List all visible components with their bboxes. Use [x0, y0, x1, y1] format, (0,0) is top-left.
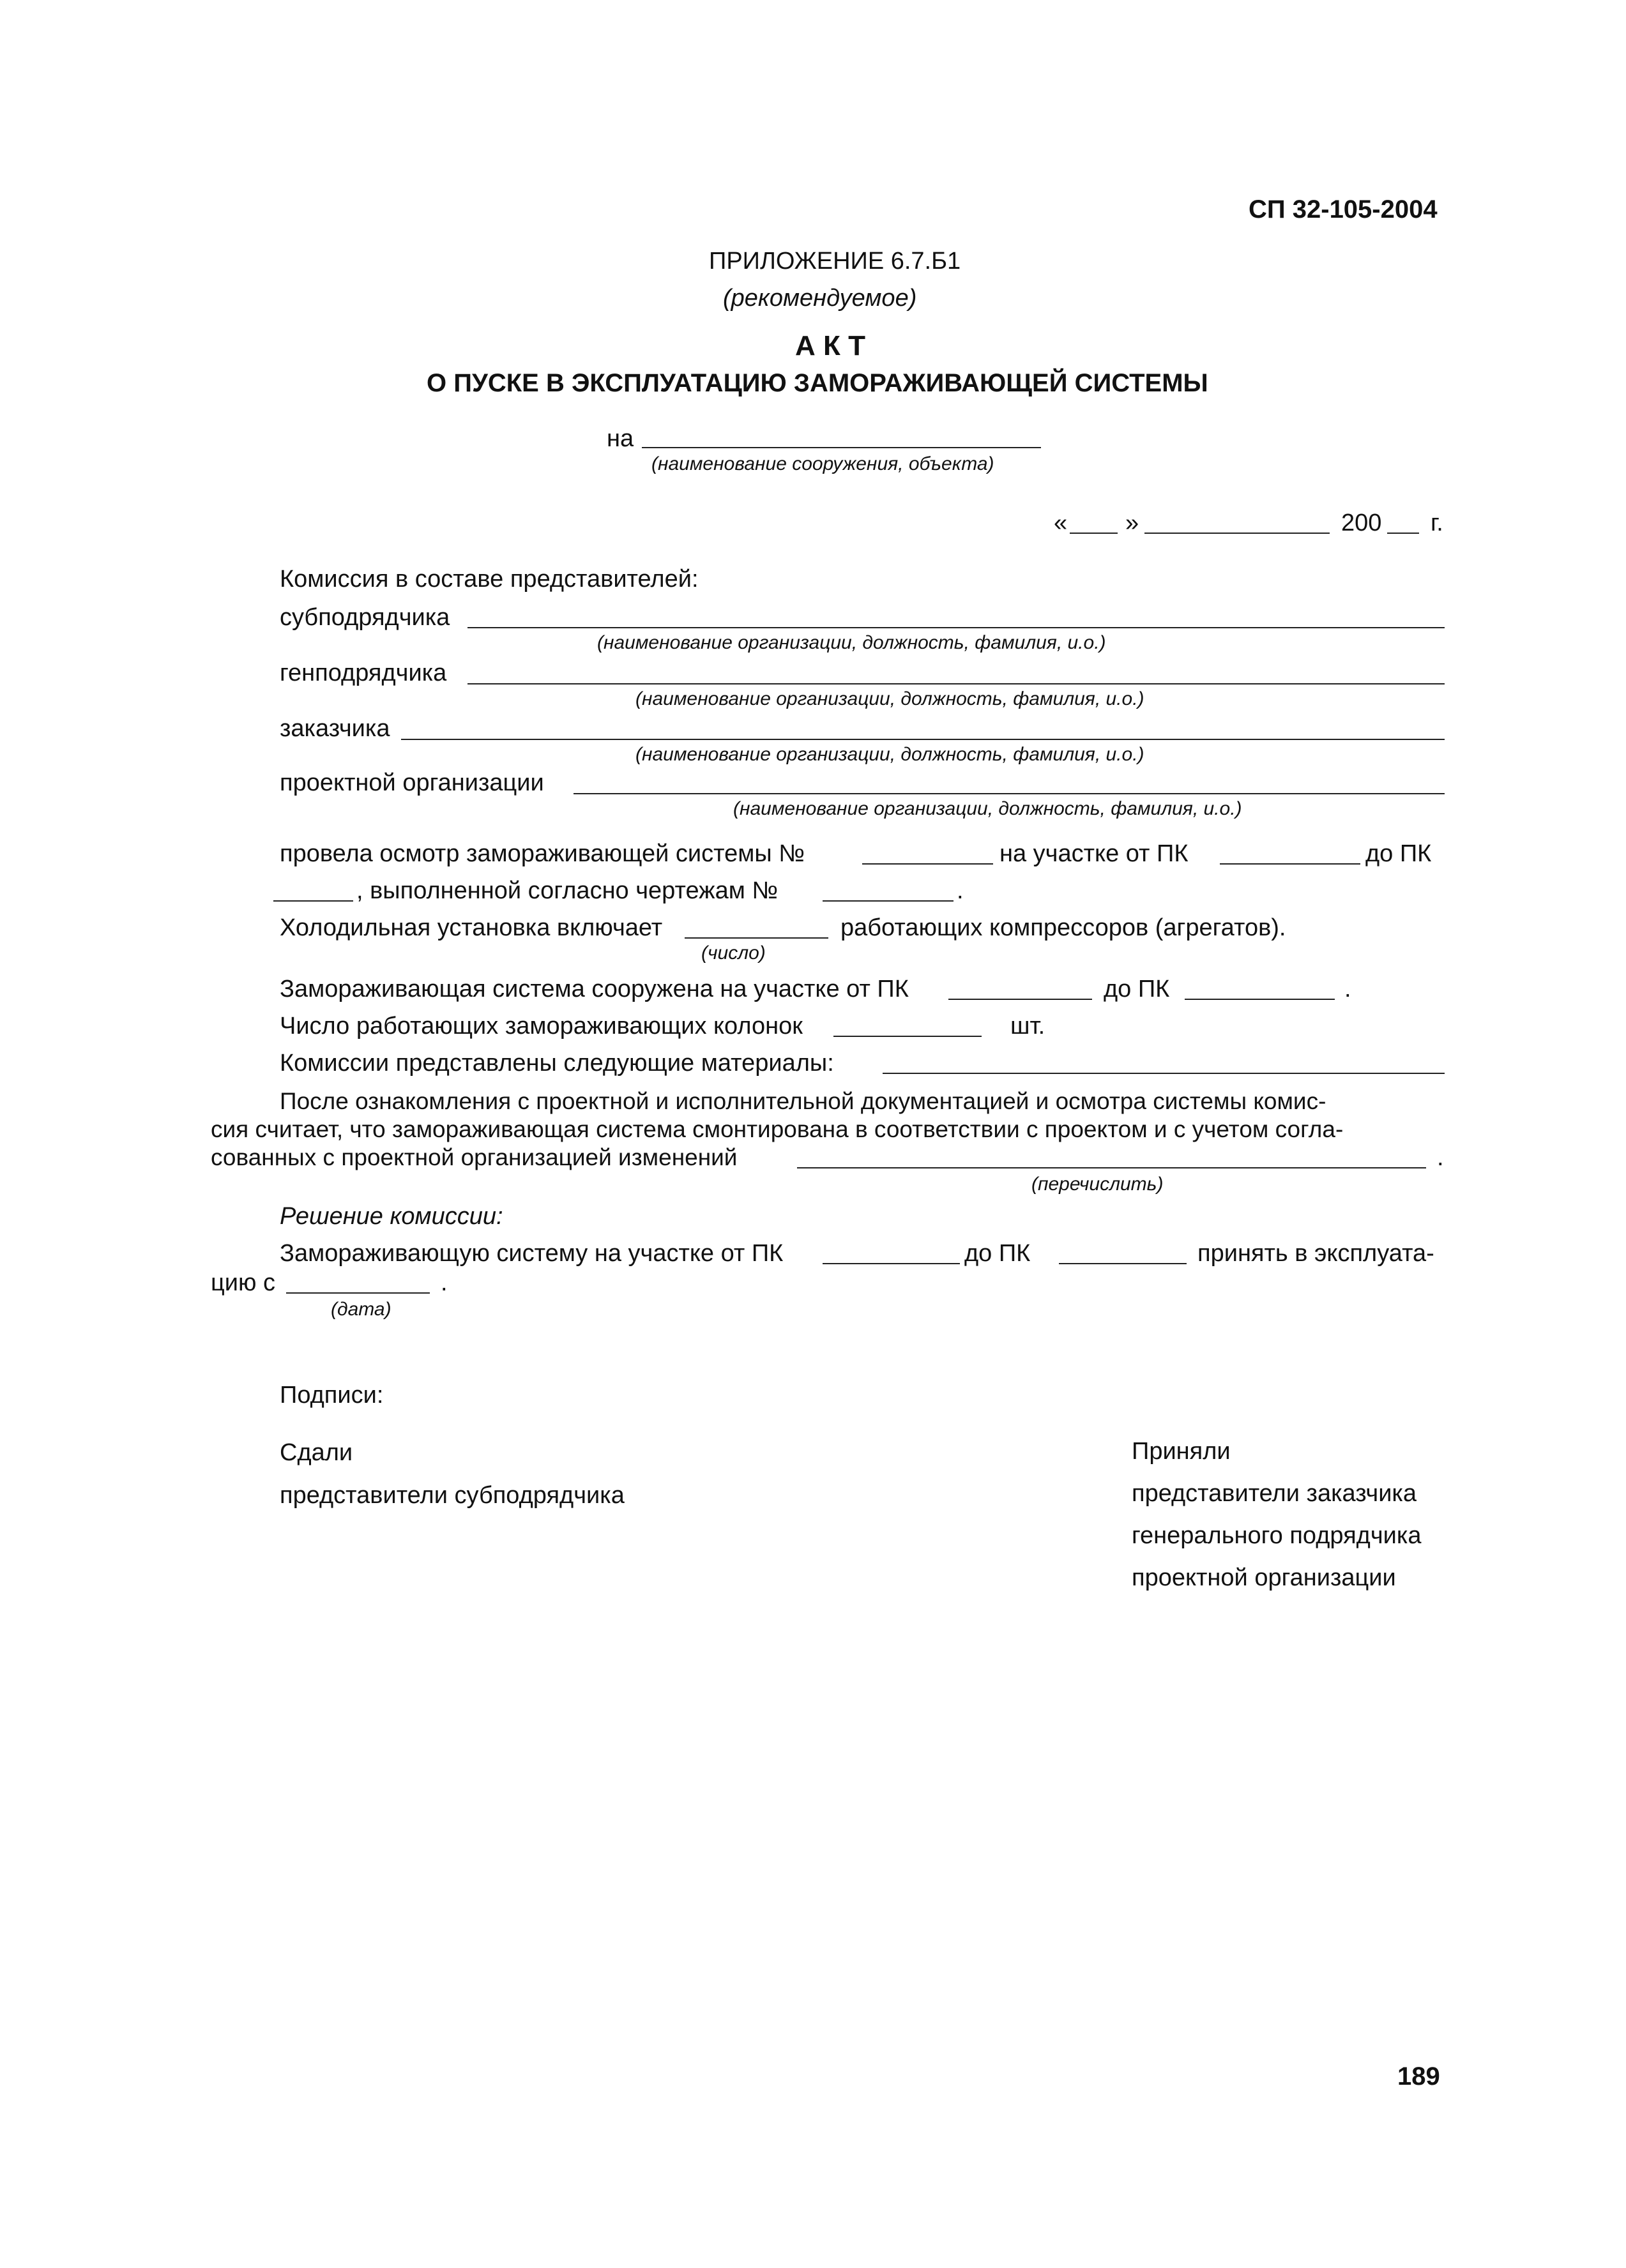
commission-intro: Комиссия в составе представителей:	[280, 566, 699, 593]
date-day-field[interactable]	[1070, 533, 1118, 534]
system-number-field[interactable]	[862, 863, 993, 865]
built-pk-from-field[interactable]	[948, 999, 1092, 1000]
subcontractor-field[interactable]	[467, 627, 1445, 628]
date-month-field[interactable]	[1144, 533, 1330, 534]
member-label-customer: заказчика	[280, 715, 390, 742]
date-open-quote: «	[1054, 510, 1068, 536]
act-title: А К Т	[795, 330, 865, 361]
member-hint-subcontractor: (наименование организации, должность, фамилия, и.о.)	[597, 632, 1106, 653]
decision-line-1: Замораживающую систему на участке от ПК	[280, 1240, 784, 1267]
member-hint-general-contractor: (наименование организации, должность, фамилия, и.о.)	[635, 688, 1144, 709]
decision-heading: Решение комиссии:	[280, 1203, 503, 1230]
conclusion-line-3: сованных с проектной организацией изменений	[211, 1144, 738, 1170]
signatures-heading: Подписи:	[280, 1382, 384, 1409]
member-hint-design-org: (наименование организации, должность, фамилия, и.о.)	[733, 798, 1242, 819]
recommended-label: (рекомендуемое)	[723, 285, 917, 312]
number-hint: (число)	[701, 942, 766, 964]
date-year-prefix: 200	[1341, 510, 1382, 536]
object-name-field[interactable]	[642, 447, 1041, 448]
page-number: 189	[1397, 2062, 1440, 2090]
columns-text-2: шт.	[1010, 1013, 1045, 1040]
list-hint: (перечислить)	[1031, 1174, 1164, 1195]
refrigeration-text-1: Холодильная установка включает	[280, 914, 663, 941]
materials-text: Комиссии представлены следующие материалы:	[280, 1050, 834, 1077]
date-year-suffix: г.	[1431, 510, 1443, 536]
decision-line-4: цию с	[211, 1269, 276, 1296]
built-pk-to-field[interactable]	[1185, 999, 1335, 1000]
decision-pk-from-field[interactable]	[823, 1263, 960, 1264]
compressor-count-field[interactable]	[685, 937, 828, 939]
document-code: СП 32-105-2004	[1249, 195, 1438, 223]
conclusion-line-2: сия считает, что замораживающая система смонтирована в соответствии с проектом и с учетом согла-	[211, 1116, 1344, 1142]
built-text-1: Замораживающая система сооружена на участке от ПК	[280, 976, 909, 1002]
design-org-field[interactable]	[574, 793, 1445, 794]
pk-to-field[interactable]	[273, 900, 353, 902]
member-label-general-contractor: генподрядчика	[280, 660, 447, 686]
member-hint-customer: (наименование организации, должность, фамилия, и.о.)	[635, 744, 1144, 765]
appendix-label: ПРИЛОЖЕНИЕ 6.7.Б1	[709, 248, 961, 275]
materials-field[interactable]	[883, 1073, 1445, 1074]
built-text-2: до ПК	[1104, 976, 1170, 1002]
decision-date-field[interactable]	[286, 1292, 430, 1294]
refrigeration-text-2: работающих компрессоров (агрегатов).	[840, 914, 1286, 941]
conclusion-end: .	[1437, 1144, 1444, 1171]
inspection-text-1: провела осмотр замораживающей системы №	[280, 840, 805, 867]
decision-line-3: принять в эксплуата-	[1197, 1240, 1434, 1267]
conclusion-line-1: После ознакомления с проектной и исполнительной документацией и осмотра системы комис-	[280, 1088, 1326, 1114]
member-label-subcontractor: субподрядчика	[280, 604, 450, 631]
accepted-by-customer: представители заказчика	[1132, 1480, 1417, 1507]
customer-field[interactable]	[401, 739, 1445, 740]
columns-count-field[interactable]	[833, 1036, 982, 1037]
decision-end: .	[441, 1269, 448, 1296]
inspection-end: .	[957, 877, 964, 904]
built-end: .	[1344, 976, 1351, 1002]
date-close-quote: »	[1125, 510, 1139, 536]
accepted-label: Приняли	[1132, 1438, 1231, 1465]
inspection-text-4: , выполненной согласно чертежам №	[356, 877, 779, 904]
accepted-by-general-contractor: генерального подрядчика	[1132, 1522, 1422, 1549]
changes-field[interactable]	[797, 1167, 1426, 1168]
handed-over-by-subcontractor: представители субподрядчика	[280, 1482, 625, 1509]
object-hint: (наименование сооружения, объекта)	[651, 453, 994, 474]
drawing-number-field[interactable]	[823, 900, 954, 902]
decision-pk-to-field[interactable]	[1059, 1263, 1187, 1264]
columns-text-1: Число работающих замораживающих колонок	[280, 1013, 803, 1040]
object-prefix: на	[607, 425, 634, 452]
general-contractor-field[interactable]	[467, 683, 1445, 684]
act-subject: О ПУСКЕ В ЭКСПЛУАТАЦИЮ ЗАМОРАЖИВАЮЩЕЙ СИСТЕМЫ	[427, 369, 1208, 397]
inspection-text-3: до ПК	[1365, 840, 1432, 867]
decision-line-2: до ПК	[964, 1240, 1031, 1267]
inspection-text-2: на участке от ПК	[999, 840, 1189, 867]
member-label-design-org: проектной организации	[280, 769, 544, 796]
date-year-field[interactable]	[1387, 533, 1419, 534]
pk-from-field[interactable]	[1220, 863, 1360, 865]
date-hint: (дата)	[331, 1299, 391, 1320]
handed-over-label: Сдали	[280, 1439, 353, 1466]
accepted-by-design-org: проектной организации	[1132, 1564, 1396, 1591]
